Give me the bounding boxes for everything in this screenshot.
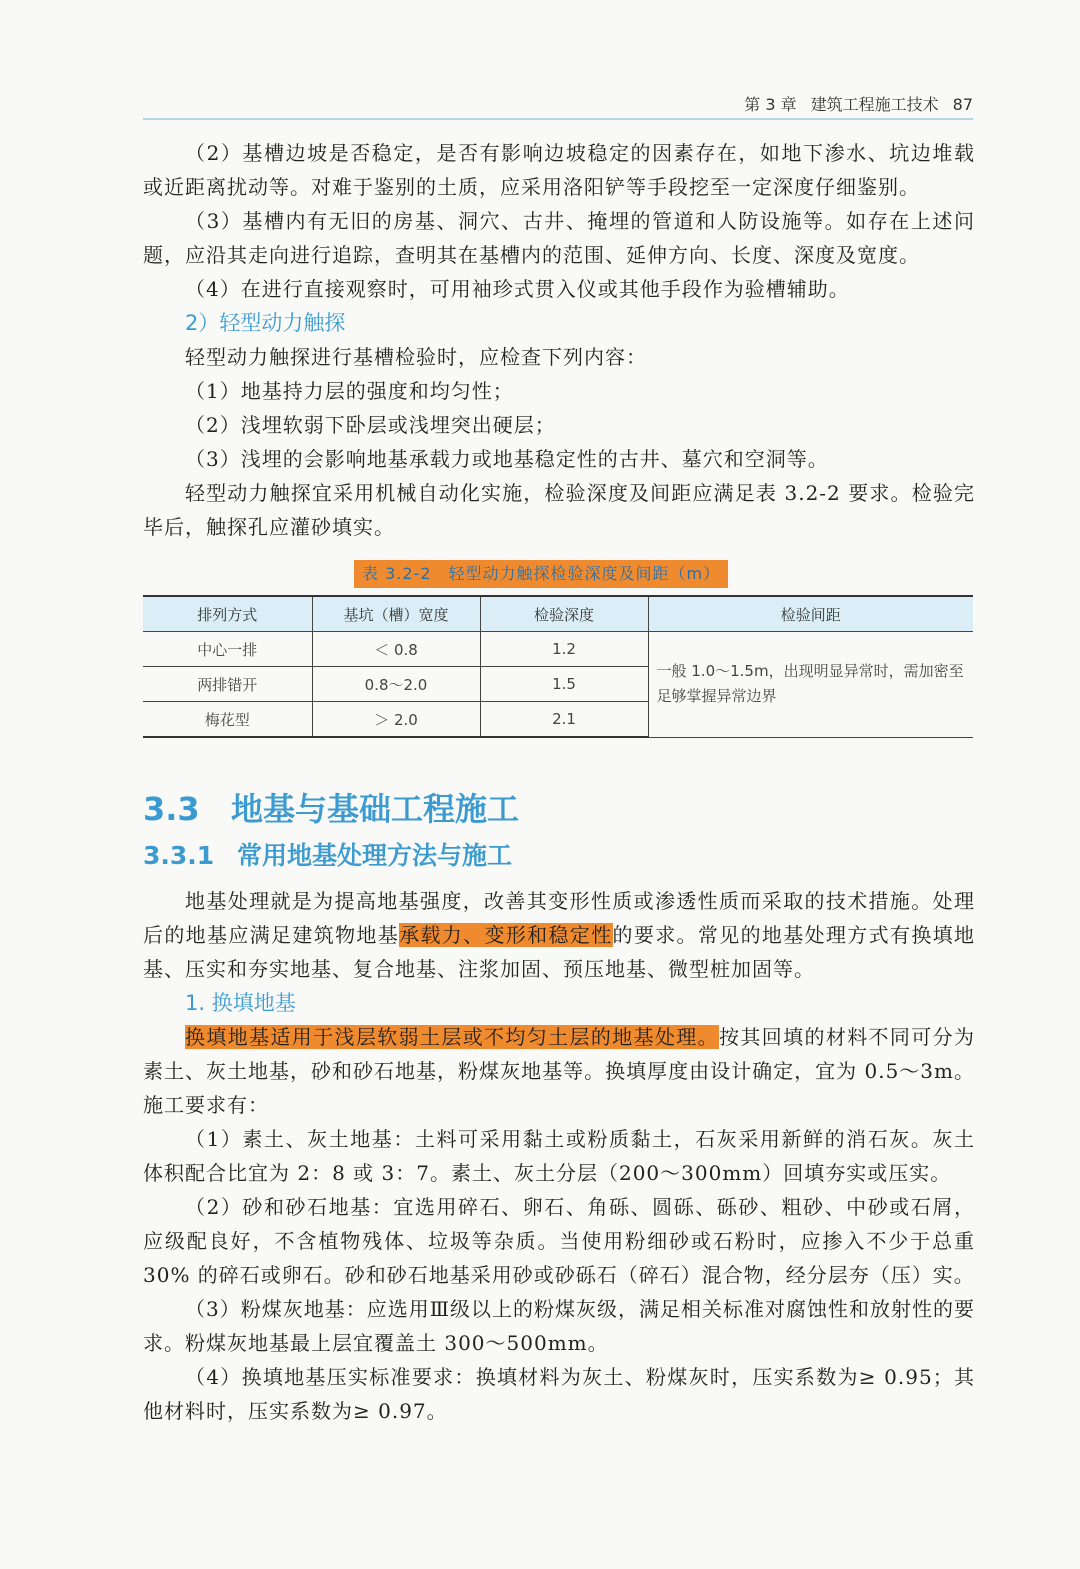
table-cell: 1.5 — [480, 667, 648, 702]
subheading-replacement-foundation: 1. 换填地基 — [185, 991, 296, 1015]
paragraph: （3）基槽内有无旧的房基、洞穴、古井、掩埋的管道和人防设施等。如存在上述问题，应沿其走向进行追踪，查明其在基槽内的范围、延伸方向、长度、深度及宽度。 — [143, 209, 975, 267]
subsection-title: 常用地基处理方法与施工 — [237, 841, 513, 870]
list-item: （1）地基持力层的强度和均匀性； — [185, 379, 514, 403]
text-run: 地基处理就是为提高地基强度，改善其变形性质或渗透性质而采取的技术措施。处理后的地基应满足建筑物地基 — [143, 889, 975, 947]
list-item: （4）换填地基压实标准要求：换填材料为灰土、粉煤灰时，压实系数为≥ 0.95；其他材料时，压实系数为≥ 0.97。 — [143, 1365, 975, 1423]
table-row — [143, 632, 973, 667]
table-header-cell: 排列方式 — [143, 596, 312, 632]
subsection-number: 3.3.1 — [143, 841, 215, 870]
text-run: 按其回填的材料不同可分为素土、灰土地基，砂和砂石地基，粉煤灰地基等。换填厚度由设计确定，宜为 0.5～3m。施工要求有： — [143, 1025, 976, 1117]
list-item: （3）浅埋的会影响地基承载力或地基稳定性的古井、墓穴和空洞等。 — [185, 447, 829, 471]
table-cell: ＜ 0.8 — [312, 632, 480, 667]
paragraph: （2）基槽边坡是否稳定，是否有影响边坡稳定的因素存在，如地下渗水、坑边堆载或近距离扰动等。对难于鉴别的土质，应采用洛阳铲等手段挖至一定深度仔细鉴别。 — [143, 141, 975, 199]
table-cell: 梅花型 — [143, 702, 312, 738]
list-item: （1）素土、灰土地基：土料可采用黏土或粉质黏土，石灰采用新鲜的消石灰。灰土体积配合比宜为 2：8 或 3：7。素土、灰土分层（200～300mm）回填夯实或压实。 — [143, 1127, 975, 1185]
highlighted-text: 换填地基适用于浅层软弱土层或不均匀土层的地基处理。 — [185, 1025, 720, 1049]
table-header-cell: 基坑（槽）宽度 — [312, 596, 480, 632]
list-item: （3）粉煤灰地基：应选用Ⅲ级以上的粉煤灰级，满足相关标准对腐蚀性和放射性的要求。粉煤灰地基最上层宜覆盖土 300～500mm。 — [143, 1297, 976, 1355]
table-cell: 2.1 — [480, 702, 648, 738]
table-cell: 中心一排 — [143, 632, 312, 667]
table-caption: 表 3.2-2 轻型动力触探检验深度及间距（m） — [354, 560, 728, 588]
table-header-row — [143, 596, 973, 632]
probing-spec-table — [143, 595, 973, 738]
paragraph-intro — [143, 884, 975, 986]
paragraph: 轻型动力触探进行基槽检验时，应检查下列内容： — [185, 345, 647, 369]
table-cell: 1.2 — [480, 632, 648, 667]
table-cell: 0.8～2.0 — [312, 667, 480, 702]
chapter-title: 建筑工程施工技术 — [810, 95, 939, 114]
list-item: （2）浅埋软弱下卧层或浅埋突出硬层； — [185, 413, 556, 437]
table-header-cell: 检验间距 — [648, 596, 973, 632]
table-cell: 两排错开 — [143, 667, 312, 702]
text-run: 的要求。常见的地基处理方式有换填地基、压实和夯实地基、复合地基、注浆加固、预压地基、微型桩加固等。 — [143, 923, 976, 981]
table-cell: ＞ 2.0 — [312, 702, 480, 738]
page-number: 87 — [952, 95, 973, 114]
paragraph: （4）在进行直接观察时，可用袖珍式贯入仪或其他手段作为验槽辅助。 — [185, 277, 850, 301]
header-chapter-info — [730, 92, 973, 115]
highlighted-text: 承载力、变形和稳定性 — [399, 923, 613, 947]
bottom-text-block — [143, 884, 975, 1428]
subheading-light-dynamic-probing: 2）轻型动力触探 — [185, 311, 346, 335]
subsection-heading — [143, 836, 512, 872]
paragraph: 轻型动力触探宜采用机械自动化实施，检验深度及间距应满足表 3.2-2 要求。检验完毕后，触探孔应灌砂填实。 — [143, 481, 975, 539]
top-text-block — [143, 136, 975, 544]
section-number: 3.3 — [143, 790, 200, 828]
list-item: （2）砂和砂石地基：宜选用碎石、卵石、角砾、圆砾、砾砂、粗砂、中砂或石屑，应级配良好，不含植物残体、垃圾等杂质。当使用粉细砂或石粉时，应掺入不少于总重 30% 的碎石或卵石。砂和砂石地基采用砂或砂砾石（碎石）混合物，经分层夯（压）实。 — [143, 1195, 975, 1287]
table-header-cell: 检验深度 — [480, 596, 648, 632]
chapter-number: 第 3 章 — [744, 95, 797, 114]
paragraph — [143, 1020, 975, 1122]
section-title: 地基与基础工程施工 — [231, 790, 520, 828]
table-cell-interval: 一般 1.0～1.5m，出现明显异常时，需加密至足够掌握异常边界 — [648, 632, 973, 738]
section-heading — [143, 784, 519, 830]
running-header — [143, 88, 973, 120]
